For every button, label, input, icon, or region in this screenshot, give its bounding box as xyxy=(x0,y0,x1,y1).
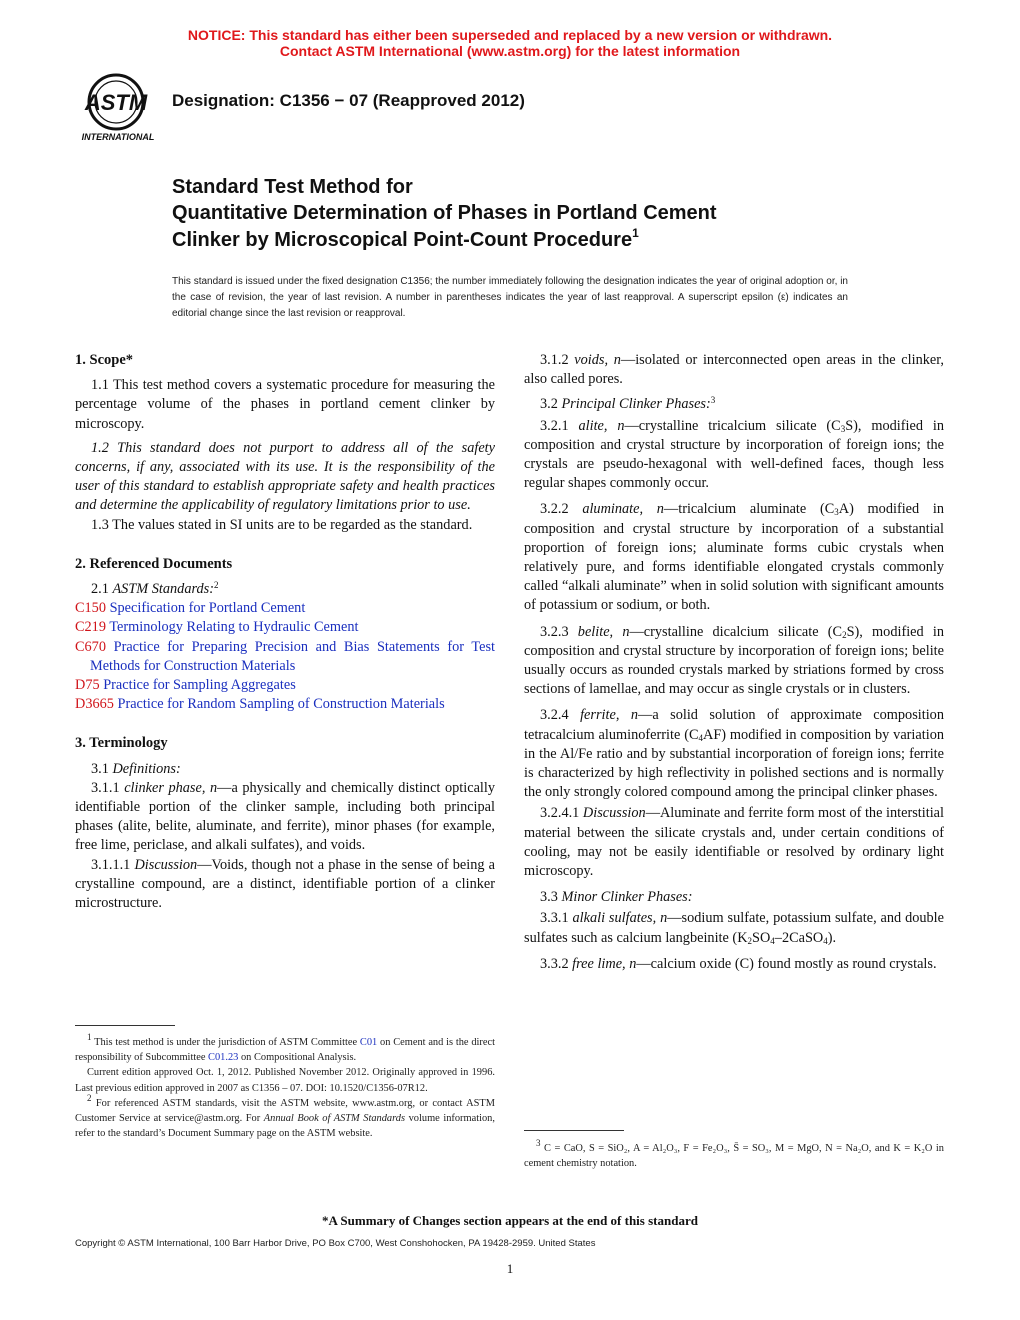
footnote-1-text-c: on Compositional Analysis. xyxy=(238,1052,357,1064)
terminology-3-3-1 xyxy=(524,909,944,947)
term-definition-a: —tricalcium aluminate (C xyxy=(663,501,835,518)
referenced-2-1-mark: 2 xyxy=(214,580,219,591)
terminology-3-1-2 xyxy=(524,351,944,389)
term-num: 3.3 xyxy=(540,889,558,906)
reference-title[interactable]: Practice for Sampling Aggregates xyxy=(103,677,296,694)
footnote-2 xyxy=(75,1092,495,1142)
term-formula-part: –2CaSO xyxy=(774,929,824,946)
term-definition-b: A) modified in composition and crystal structure by incorporation of a substantial proportion of foreign ions; aluminate forms cubic crystals when relatively pure, and forms identifiable elongated crystals commonly called “alkali aluminate” when in solid solution with significant amounts of potassium or sodium, or both. xyxy=(524,501,944,614)
term-definition: —a physically and chemically distinct optically identifiable portion of the clinker sample, including both principal phases (alite, belite, aluminate, and ferrite), minor phases (for example, free lime, periclase, and alkali sulfates), and voids. xyxy=(75,779,496,854)
term-definition: —Voids, though not a phase in the sense of being a crystalline compound, are a distinct, identifiable portion of a clinker microstructure. xyxy=(75,856,495,912)
title-line2: Quantitative Determination of Phases in Portland Cement xyxy=(172,202,717,224)
section-referenced-heading: 2. Referenced Documents xyxy=(75,555,233,572)
term-definition-a: —crystalline dicalcium silicate (C xyxy=(629,623,843,640)
subscript: 4 xyxy=(770,935,775,946)
term-name: alite, n xyxy=(578,417,625,434)
terminology-3-2-4-1 xyxy=(524,804,944,881)
page-number: 1 xyxy=(506,1261,514,1276)
withdrawn-notice-line1: NOTICE: This standard has either been superseded and replaced by a new version or withdrawn. xyxy=(187,27,833,43)
standard-preface: This standard is issued under the fixed designation C1356; the number immediately following the designation indicates the year of original adoption or, in the case of revision, the year of last revision. A number in parentheses indicates the year of last reapproval. A superscript epsilon (ε) indicates an editorial change since the last revision or reapproval. xyxy=(172,276,848,319)
footnote-3-text: C = CaO, S = SiO₂, A = Al₂O₃, F = Fe₂O₃, S̄ = SO₃, M = MgO, N = Na₂O, and K = K₂O in cement chemistry notation. xyxy=(524,1143,944,1170)
terminology-3-2-3 xyxy=(524,623,944,700)
term-definition-a: —a solid solution of approximate composition tetracalcium aluminoferrite (C xyxy=(524,707,944,743)
reference-code[interactable]: C670 xyxy=(75,638,106,655)
term-name: voids, n xyxy=(574,352,621,368)
designation: Designation: C1356 − 07 (Reapproved 2012) xyxy=(172,91,525,110)
term-name: Discussion xyxy=(582,805,646,822)
reference-list xyxy=(75,599,495,714)
footnote-2-text-b: volume information, refer to the standard’s Document Summary page on the ASTM website. xyxy=(75,1113,495,1140)
referenced-2-1 xyxy=(75,580,495,599)
title-line3 xyxy=(172,227,639,254)
term-num: 3.2.4.1 xyxy=(540,805,580,822)
right-column xyxy=(524,351,944,974)
terminology-3-3 xyxy=(524,888,944,907)
terminology-3-3-2 xyxy=(524,955,944,974)
term-name: alkali sulfates, n xyxy=(572,910,668,927)
subscript: 2 xyxy=(747,935,753,946)
footnotes-right xyxy=(524,1138,944,1171)
astm-logo-mark xyxy=(73,72,163,144)
referenced-2-1-num: 2.1 xyxy=(91,581,109,598)
reference-code[interactable]: C150 xyxy=(75,600,106,617)
reference-item-c670[interactable] xyxy=(75,638,495,676)
left-column xyxy=(75,351,495,913)
footnote-1-text-b: on Cement and is the direct responsibility of Subcommittee xyxy=(75,1037,495,1064)
term-definition-a: —sodium sulfate, potassium sulfate, and double sulfates such as calcium langbeinite (K xyxy=(524,910,944,946)
term-num: 3.3.1 xyxy=(540,910,569,927)
term-label: Principal Clinker Phases: xyxy=(561,396,711,413)
terminology-3-1-1 xyxy=(75,779,495,856)
term-name: aluminate, n xyxy=(582,501,664,518)
reference-title[interactable]: Practice for Random Sampling of Construction Materials xyxy=(117,696,445,713)
term-name: ferrite, n xyxy=(580,707,639,724)
term-name: belite, n xyxy=(577,623,630,640)
term-definition-b: S), modified in composition and crystal structure by incorporation of foreign ions; belite usually occurs as rounded crystals marked by striations formed by cross sections of lamellae, and may occur as single crystals or in clusters. xyxy=(524,623,944,698)
term-num: 3.2.4 xyxy=(540,707,569,724)
term-formula-end: ). xyxy=(827,929,837,946)
term-name: free lime, n xyxy=(572,955,637,972)
reference-code[interactable]: C219 xyxy=(75,619,106,636)
logo-mark-text: ASTM xyxy=(84,90,148,115)
section-terminology-heading: 3. Terminology xyxy=(75,735,168,752)
section-scope-heading: 1. Scope* xyxy=(75,352,133,368)
terminology-3-2 xyxy=(524,395,944,414)
summary-of-changes-note: *A Summary of Changes section appears at the end of this standard xyxy=(322,1213,698,1228)
withdrawn-notice-line2: Contact ASTM International (www.astm.org) for the latest information xyxy=(279,43,741,59)
terminology-3-2-4 xyxy=(524,706,944,802)
title-footnote-mark: 1 xyxy=(632,226,639,240)
footnotes-left xyxy=(75,1032,495,1141)
reference-title[interactable]: Specification for Portland Cement xyxy=(109,600,306,617)
term-name: Discussion xyxy=(134,856,198,873)
copyright-line: Copyright © ASTM International, 100 Barr Harbor Drive, PO Box C700, West Conshohocken, PA 19428-2959. United States xyxy=(75,1238,596,1249)
subscript: 2 xyxy=(842,629,847,640)
footnote-2-italic: Annual Book of ASTM Standards xyxy=(263,1113,406,1125)
footnote-3-mark: 3 xyxy=(536,1138,541,1148)
term-formula-part: SO xyxy=(752,929,771,946)
subscript: 4 xyxy=(823,935,828,946)
term-num: 3.1 xyxy=(91,760,109,777)
reference-title[interactable]: Terminology Relating to Hydraulic Cement xyxy=(109,619,359,636)
reference-title[interactable]: Practice for Preparing Precision and Bias Statements for Test Methods for Construction Materials xyxy=(90,638,496,674)
term-num: 3.1.1 xyxy=(91,779,120,796)
term-label: Minor Clinker Phases: xyxy=(561,889,693,906)
footnote-1-text-a: This test method is under the jurisdiction of ASTM Committee xyxy=(94,1037,360,1048)
subscript: 4 xyxy=(698,732,703,743)
term-definition-a: —crystalline tricalcium silicate (C xyxy=(624,417,841,434)
term-definition: —isolated or interconnected open areas in the clinker, also called pores. xyxy=(524,352,944,388)
term-num: 3.3.2 xyxy=(540,955,569,972)
reference-item-c150[interactable] xyxy=(75,599,495,618)
subscript: 3 xyxy=(840,423,846,434)
astm-logo xyxy=(73,72,163,144)
footnote-1 xyxy=(75,1032,495,1065)
reference-item-d3665[interactable] xyxy=(75,695,495,714)
title-line1: Standard Test Method for xyxy=(172,176,413,198)
term-definition: —Aluminate and ferrite form most of the interstitial material between the silicate crystals and, under certain conditions of cooling, may not be easily identifiable or resolved by ordinary light microscopy. xyxy=(524,805,944,880)
term-num: 3.2.3 xyxy=(540,623,569,640)
terminology-3-1-1-1 xyxy=(75,856,495,914)
reference-code[interactable]: D3665 xyxy=(75,696,114,713)
term-definition: —calcium oxide (C) found mostly as round crystals. xyxy=(636,955,937,972)
reference-code[interactable]: D75 xyxy=(75,677,100,694)
subscript: 3 xyxy=(834,507,839,518)
terminology-3-2-2 xyxy=(524,500,944,615)
footnote-2-mark: 2 xyxy=(87,1092,92,1103)
term-num: 3.2.1 xyxy=(540,417,569,434)
term-num: 3.1.2 xyxy=(540,352,569,368)
footnote-1-edition: Current edition approved Oct. 1, 2012. Published November 2012. Originally approved in 1996. Last previous edition approved in 2007 as C1356 – 07. DOI: 10.1520/C1356-07R12. xyxy=(75,1067,495,1094)
footnote-rule-left xyxy=(75,1025,175,1026)
terminology-3-1 xyxy=(75,760,495,779)
term-num: 3.1.1.1 xyxy=(91,856,131,873)
committee-link[interactable]: C01 xyxy=(359,1037,378,1048)
terminology-3-2-1 xyxy=(524,417,944,494)
scope-1-1: 1.1 This test method covers a systematic procedure for measuring the percentage volume of the phases in portland cement clinker by microscopy. xyxy=(75,377,495,432)
logo-caption: INTERNATIONAL xyxy=(81,132,155,142)
term-footnote-mark: 3 xyxy=(710,395,716,406)
term-label: Definitions: xyxy=(112,760,181,777)
term-definition-b: AF) modified in composition by variation in the Al/Fe ratio and by substantial incorporation of foreign ions; ferrite is characterized by high reflectivity in polished sections and is normally the only strongly colored compound among the principal clinker phases. xyxy=(524,726,944,801)
referenced-2-1-label: ASTM Standards: xyxy=(112,581,214,598)
reference-item-c219[interactable] xyxy=(75,618,495,637)
footnote-1-mark: 1 xyxy=(87,1032,92,1042)
footnote-3 xyxy=(524,1138,944,1171)
title-line3-text: Clinker by Microscopical Point-Count Procedure xyxy=(172,229,633,251)
term-num: 3.2.2 xyxy=(540,501,569,518)
term-name: clinker phase, n xyxy=(124,779,218,796)
scope-1-2: 1.2 This standard does not purport to address all of the safety concerns, if any, associated with its use. It is the responsibility of the user of this standard to establish appropriate safety and health practices and determine the applicability of regulatory limitations prior to use. xyxy=(75,439,495,514)
footnote-2-text-a: For referenced ASTM standards, visit the ASTM website, www.astm.org, or contact ASTM Customer Service at service@astm.org. For xyxy=(75,1097,495,1125)
footnote-rule-right xyxy=(524,1130,624,1131)
term-num: 3.2 xyxy=(540,396,558,413)
reference-item-d75[interactable] xyxy=(75,676,495,695)
term-definition-b: S), modified in composition and crystal structure by incorporation of foreign ions; the crystals are pseudo-hexagonal with well-defined faces, though less regular shapes commonly occur. xyxy=(524,417,944,492)
subcommittee-link[interactable]: C01.23 xyxy=(208,1052,239,1064)
scope-1-3: 1.3 The values stated in SI units are to be regarded as the standard. xyxy=(91,516,473,533)
